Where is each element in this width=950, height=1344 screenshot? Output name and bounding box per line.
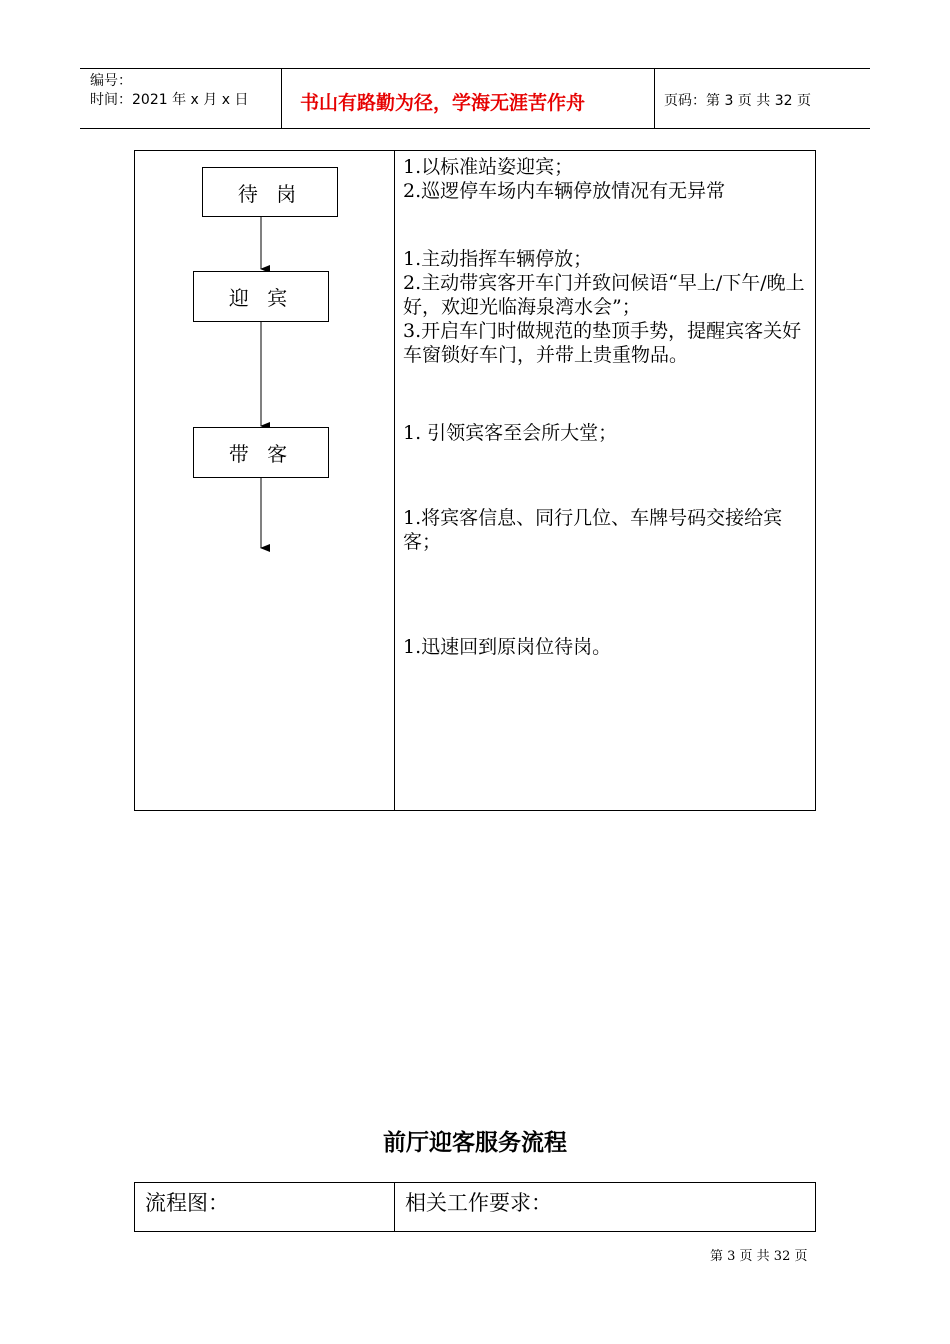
flow-step-escort: 带 客 <box>193 427 329 478</box>
flow-step-standby: 待 岗 <box>202 167 338 217</box>
header-divider <box>281 69 282 129</box>
doc-number-label: 编号： <box>90 73 132 89</box>
requirement-item: 1. 引领宾客至会所大堂； <box>403 422 618 444</box>
requirement-item: 2.主动带宾客开车门并致问候语“早上/下午/晚上好，欢迎光临海泉湾水会”； <box>403 272 805 318</box>
table-column-divider <box>394 151 395 810</box>
requirement-item: 1.迅速回到原岗位待岗。 <box>403 636 612 658</box>
page-footer: 第 3 页 共 32 页 <box>710 1249 808 1264</box>
section-title: 前厅迎客服务流程 <box>383 1129 567 1156</box>
table-column-divider <box>394 1183 395 1231</box>
requirement-item: 1.主动指挥车辆停放； <box>403 248 593 270</box>
requirements-group-return <box>403 635 809 659</box>
requirement-item: 1.以标准站姿迎宾； <box>403 156 574 178</box>
requirements-group-handover <box>403 506 809 554</box>
requirements-group-standby <box>403 155 809 203</box>
column-header-requirements: 相关工作要求： <box>405 1191 552 1215</box>
header-motto: 书山有路勤为径，学海无涯苦作舟 <box>300 92 586 114</box>
requirements-group-greet <box>403 247 809 367</box>
header-page-info: 页码：第 3 页 共 32 页 <box>664 93 811 109</box>
flowchart-arrows <box>135 151 394 810</box>
header-top-rule <box>80 68 870 69</box>
column-header-flowchart: 流程图： <box>145 1191 229 1215</box>
flow-step-greet: 迎 宾 <box>193 271 329 322</box>
requirement-item: 1.将宾客信息、同行几位、车牌号码交接给宾客； <box>403 507 783 553</box>
requirements-group-escort <box>403 421 809 445</box>
header-divider <box>654 69 655 129</box>
header-bottom-rule <box>80 128 870 129</box>
requirement-item: 3.开启车门时做规范的垫顶手势，提醒宾客关好车窗锁好车门，并带上贵重物品。 <box>403 320 802 366</box>
doc-time-label: 时间：2021 年 x 月 x 日 <box>90 92 249 108</box>
process-table-header <box>134 1182 816 1232</box>
requirement-item: 2.巡逻停车场内车辆停放情况有无异常 <box>403 180 726 202</box>
